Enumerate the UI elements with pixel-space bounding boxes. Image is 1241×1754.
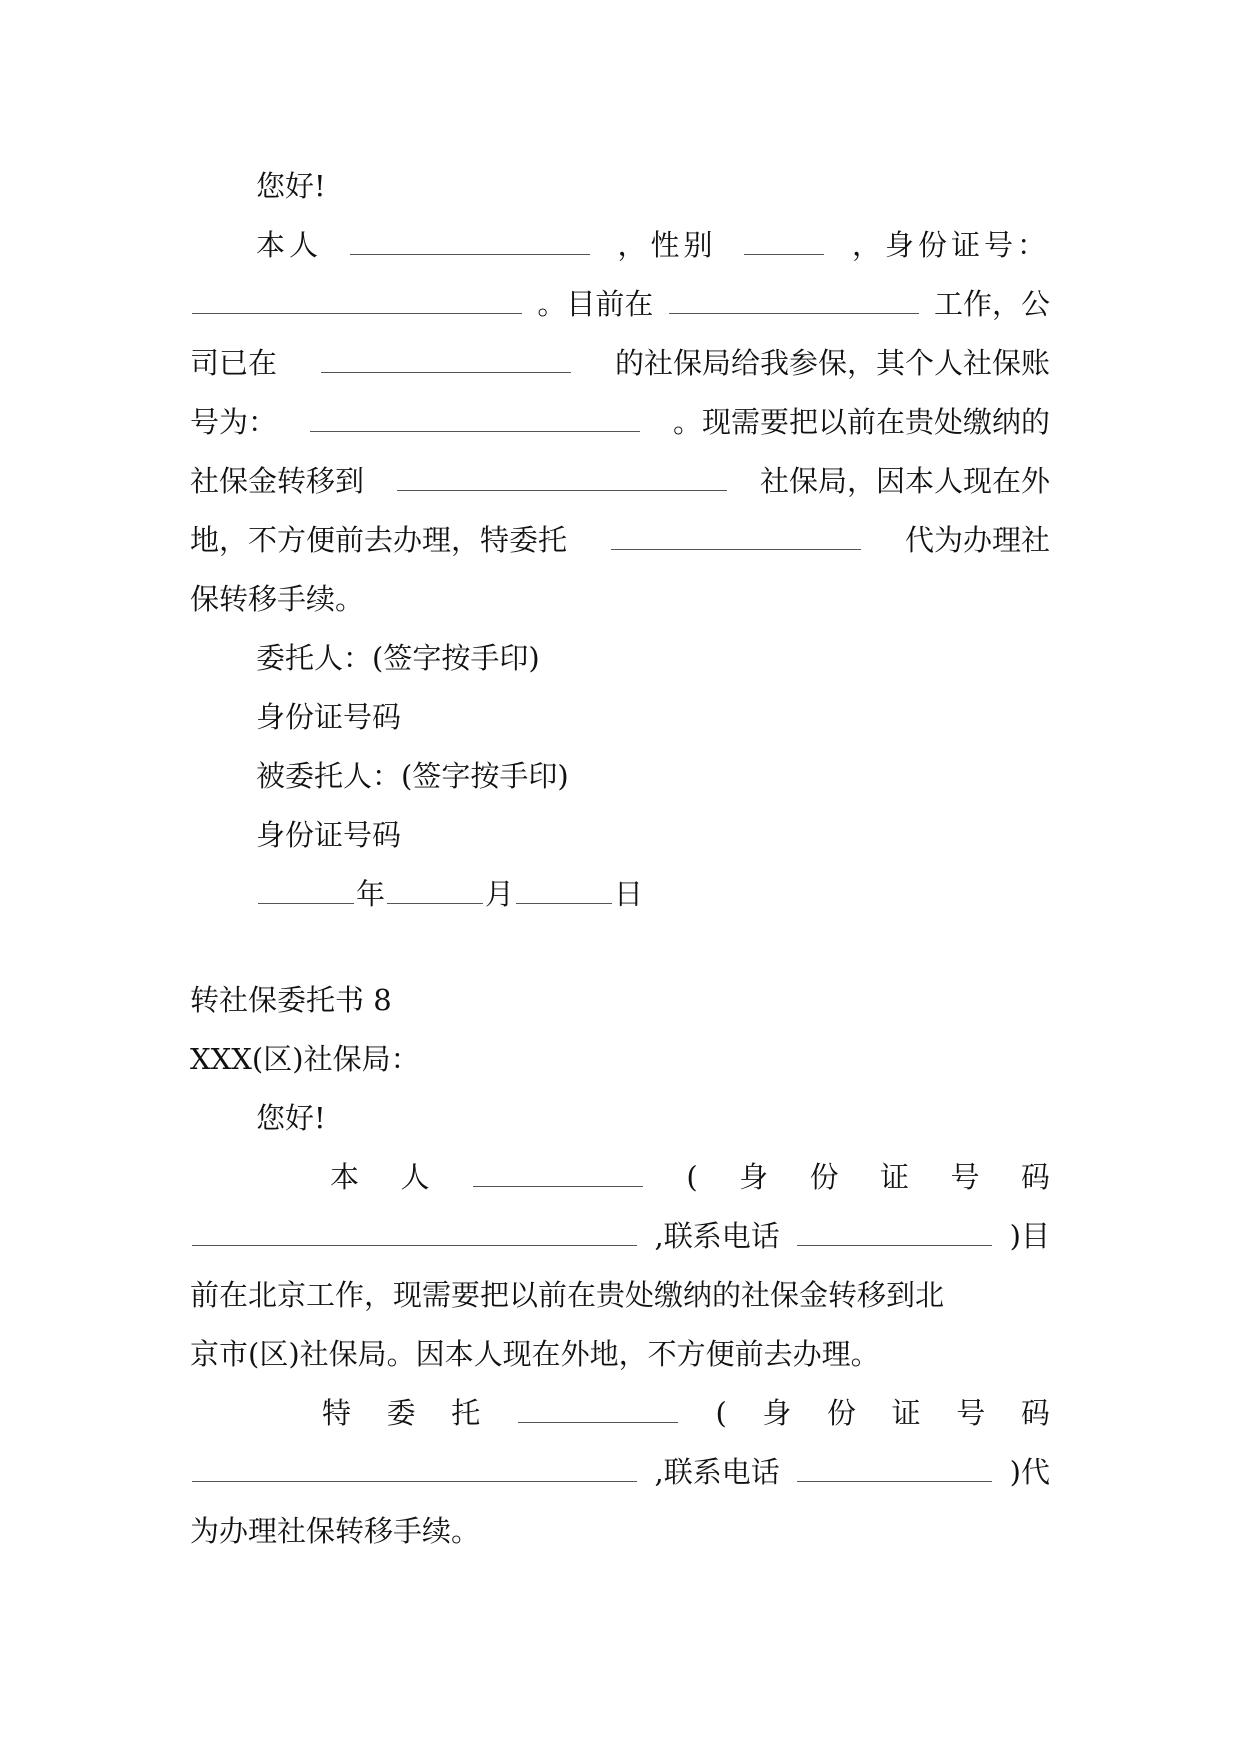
text-segment: 。现需要把以前在贵处缴纳的 (672, 405, 1050, 439)
greeting-1: 您好! (256, 169, 326, 203)
date-line (256, 874, 1050, 914)
paragraph-3-line-2 (190, 1452, 1050, 1492)
phone-blank-2[interactable] (797, 1245, 992, 1246)
entrustee-signature: 被委托人：(签字按手印) (256, 759, 569, 793)
letter-2-addressee: XXX(区)社保局： (190, 1042, 420, 1076)
text-segment: 。目前在 (537, 287, 654, 321)
location-blank[interactable] (321, 372, 571, 373)
name-blank[interactable] (350, 254, 590, 255)
text-char: 号 (956, 1396, 986, 1430)
text-char: 托 (451, 1396, 481, 1430)
text-char: 号 (950, 1160, 980, 1194)
text-segment: 社保局，因本人现在外 (759, 464, 1050, 498)
year-label: 年 (356, 877, 386, 911)
paragraph-3-line-1 (322, 1393, 1050, 1433)
agent-name-blank-2[interactable] (518, 1422, 678, 1423)
text-segment: 号为： (190, 405, 278, 439)
paragraph-2-line-2 (190, 1216, 1050, 1256)
paragraph-1-line-1 (256, 225, 1050, 265)
text-char: 码 (1020, 1396, 1050, 1430)
entrustee-id: 身份证号码 (256, 818, 402, 852)
text-segment: 代为办理社 (904, 523, 1050, 557)
text-segment: 本人 (256, 228, 323, 262)
paragraph-1-line-6 (190, 520, 1050, 560)
paragraph-2-line-3: 前在北京工作，现需要把以前在贵处缴纳的社保金转移到北 (190, 1278, 945, 1312)
text-char: 证 (891, 1396, 921, 1430)
id-number-blank[interactable] (192, 313, 522, 314)
paragraph-1-line-3 (190, 343, 1050, 383)
text-char: ( (715, 1396, 727, 1430)
paragraph-1-line-7: 保转移手续。 (190, 582, 365, 616)
entrustor-id: 身份证号码 (256, 700, 402, 734)
month-label: 月 (485, 877, 515, 911)
text-segment: ,联系电话 (654, 1219, 780, 1253)
text-char: 份 (827, 1396, 857, 1430)
text-segment: 社保金转移到 (190, 464, 365, 498)
day-label: 日 (614, 877, 644, 911)
text-segment: 的社保局给我参保，其个人社保账 (614, 346, 1050, 380)
text-char: 委 (386, 1396, 416, 1430)
text-char: 特 (322, 1396, 352, 1430)
text-char: ( (686, 1160, 698, 1194)
text-char: 证 (880, 1160, 910, 1194)
text-char: 身 (739, 1160, 769, 1194)
day-blank[interactable] (516, 903, 612, 904)
month-blank[interactable] (387, 903, 483, 904)
text-segment: 地，不方便前去办理，特委托 (190, 523, 568, 557)
text-char: 码 (1020, 1160, 1050, 1194)
paragraph-2-line-1 (330, 1157, 1050, 1197)
entrustor-signature: 委托人：(签字按手印) (256, 641, 540, 675)
year-blank[interactable] (258, 903, 354, 904)
text-segment: )代 (1009, 1455, 1050, 1489)
account-number-blank[interactable] (310, 431, 640, 432)
text-segment: ，身份证号： (851, 228, 1050, 262)
text-char: 本 (330, 1160, 360, 1194)
paragraph-2-line-4: 京市(区)社保局。因本人现在外地，不方便前去办理。 (190, 1337, 880, 1371)
text-segment: ,联系电话 (654, 1455, 780, 1489)
target-bureau-blank[interactable] (397, 490, 727, 491)
text-segment: ，性别 (617, 228, 717, 262)
paragraph-1-line-2 (190, 284, 1050, 324)
agent-id-blank-2[interactable] (192, 1481, 637, 1482)
text-segment: 司已在 (190, 346, 278, 380)
text-segment: )目 (1009, 1219, 1050, 1253)
paragraph-1-line-5 (190, 461, 1050, 501)
name-blank-2[interactable] (473, 1186, 643, 1187)
paragraph-1-line-4 (190, 402, 1050, 442)
text-char: 份 (809, 1160, 839, 1194)
id-number-blank-2[interactable] (192, 1245, 637, 1246)
greeting-2: 您好! (256, 1101, 326, 1135)
agent-name-blank[interactable] (611, 549, 861, 550)
letter-2-title: 转社保委托书 8 (190, 983, 392, 1017)
text-char: 人 (400, 1160, 430, 1194)
agent-phone-blank-2[interactable] (797, 1481, 992, 1482)
workplace-blank[interactable] (669, 313, 919, 314)
text-char: 身 (762, 1396, 792, 1430)
paragraph-3-line-3: 为办理社保转移手续。 (190, 1514, 481, 1548)
text-segment: 工作，公 (933, 287, 1050, 321)
gender-blank[interactable] (744, 254, 824, 255)
